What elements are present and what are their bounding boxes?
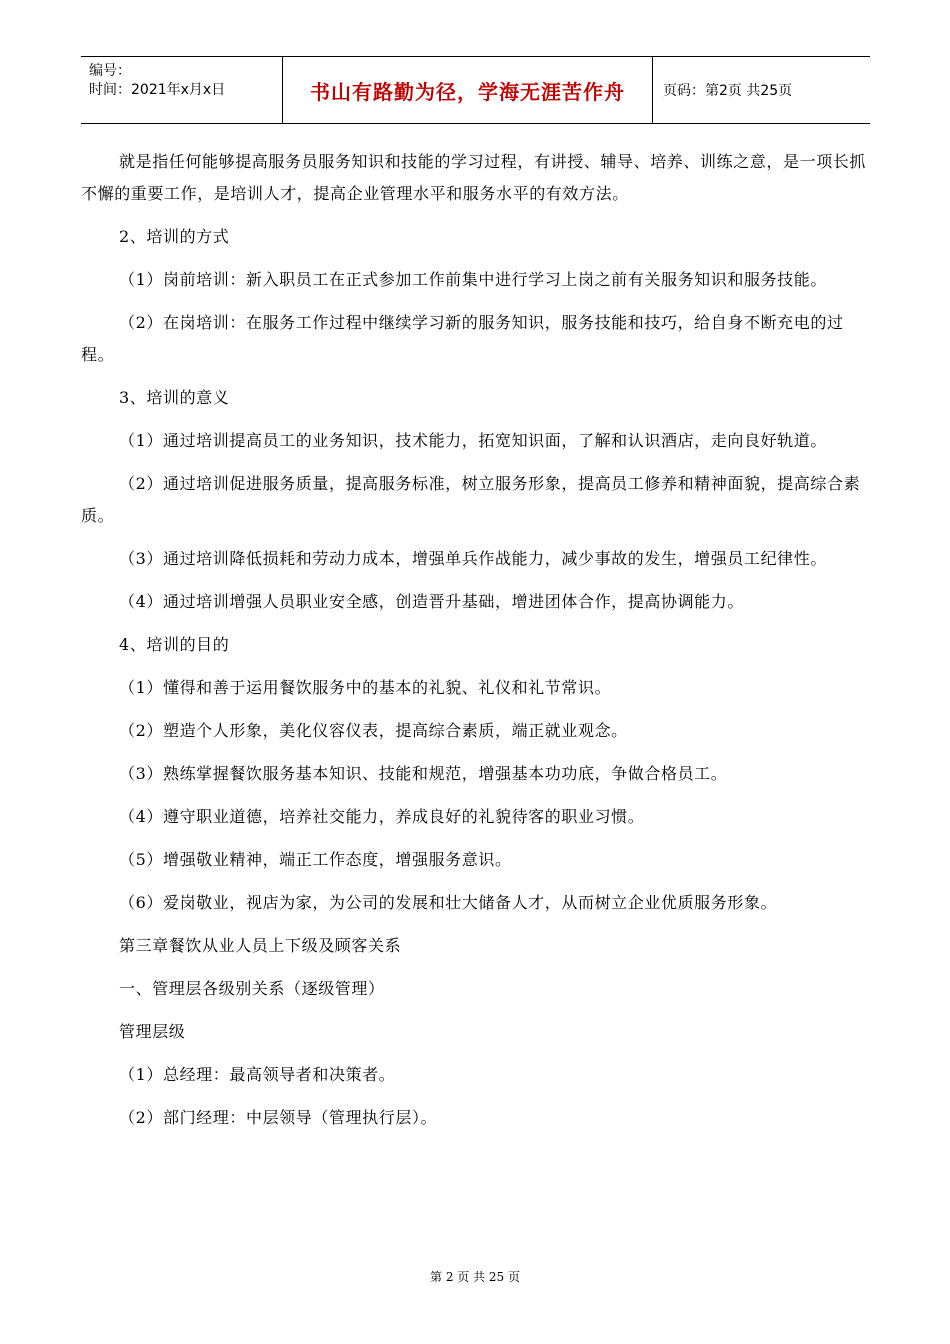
list-item: （2）部门经理：中层领导（管理执行层）。 <box>119 1108 438 1127</box>
document-number-label: 编号： <box>89 63 131 79</box>
header-page-code-cell <box>653 57 870 123</box>
list-item: （1）懂得和善于运用餐饮服务中的基本的礼貌、礼仪和礼节常识。 <box>119 678 612 697</box>
body-paragraph: （3）通过培训降低损耗和劳动力成本，增强单兵作战能力，减少事故的发生，增强员工纪律性。 <box>119 549 827 568</box>
section-heading: 4、培训的目的 <box>119 635 230 654</box>
list-item: （3）熟练掌握餐饮服务基本知识、技能和规范，增强基本功功底，争做合格员工。 <box>119 764 728 783</box>
body-paragraph: 就是指任何能够提高服务员服务知识和技能的学习过程，有讲授、辅导、培养、训练之意，是一项长抓不懈的重要工作，是培训人才，提高企业管理水平和服务水平的有效方法。 <box>81 152 867 203</box>
body-paragraph: （4）通过培训增强人员职业安全感，创造晋升基础，增进团体合作，提高协调能力。 <box>119 592 744 611</box>
section-heading: 一、管理层各级别关系（逐级管理） <box>119 979 385 998</box>
list-item: （4）遵守职业道德，培养社交能力，养成良好的礼貌待客的职业习惯。 <box>119 807 645 826</box>
document-header <box>81 56 870 124</box>
document-body <box>81 146 870 1145</box>
header-page-code: 页码：第2页 共25页 <box>663 83 793 99</box>
list-item: （5）增强敬业精神，端正工作态度，增强服务意识。 <box>119 850 512 869</box>
body-paragraph: （1）岗前培训：新入职员工在正式参加工作前集中进行学习上岗之前有关服务知识和服务技能。 <box>119 270 827 289</box>
section-heading: 3、培训的意义 <box>119 388 230 407</box>
chapter-heading: 第三章餐饮从业人员上下级及顾客关系 <box>119 936 402 955</box>
header-meta <box>81 57 282 123</box>
page-footer <box>0 1268 950 1285</box>
header-motto: 书山有路勤为径，学海无涯苦作舟 <box>310 79 625 104</box>
body-paragraph: （1）通过培训提高员工的业务知识，技术能力，拓宽知识面，了解和认识酒店，走向良好轨道。 <box>119 431 827 450</box>
body-paragraph: （2）在岗培训：在服务工作过程中继续学习新的服务知识，服务技能和技巧，给自身不断充电的过程。 <box>81 313 844 364</box>
list-item: （1）总经理：最高领导者和决策者。 <box>119 1065 396 1084</box>
document-time-label: 时间：2021年x月x日 <box>89 82 226 98</box>
body-paragraph: （2）通过培训促进服务质量，提高服务标准，树立服务形象，提高员工修养和精神面貌，提高综合素质。 <box>81 474 861 525</box>
header-motto-cell <box>282 57 653 123</box>
subsection-heading: 管理层级 <box>119 1022 186 1041</box>
list-item: （2）塑造个人形象，美化仪容仪表，提高综合素质，端正就业观念。 <box>119 721 628 740</box>
section-heading: 2、培训的方式 <box>119 227 230 246</box>
list-item: （6）爱岗敬业，视店为家，为公司的发展和壮大储备人才，从而树立企业优质服务形象。 <box>119 893 778 912</box>
footer-page-number: 第 2 页 共 25 页 <box>430 1270 520 1284</box>
